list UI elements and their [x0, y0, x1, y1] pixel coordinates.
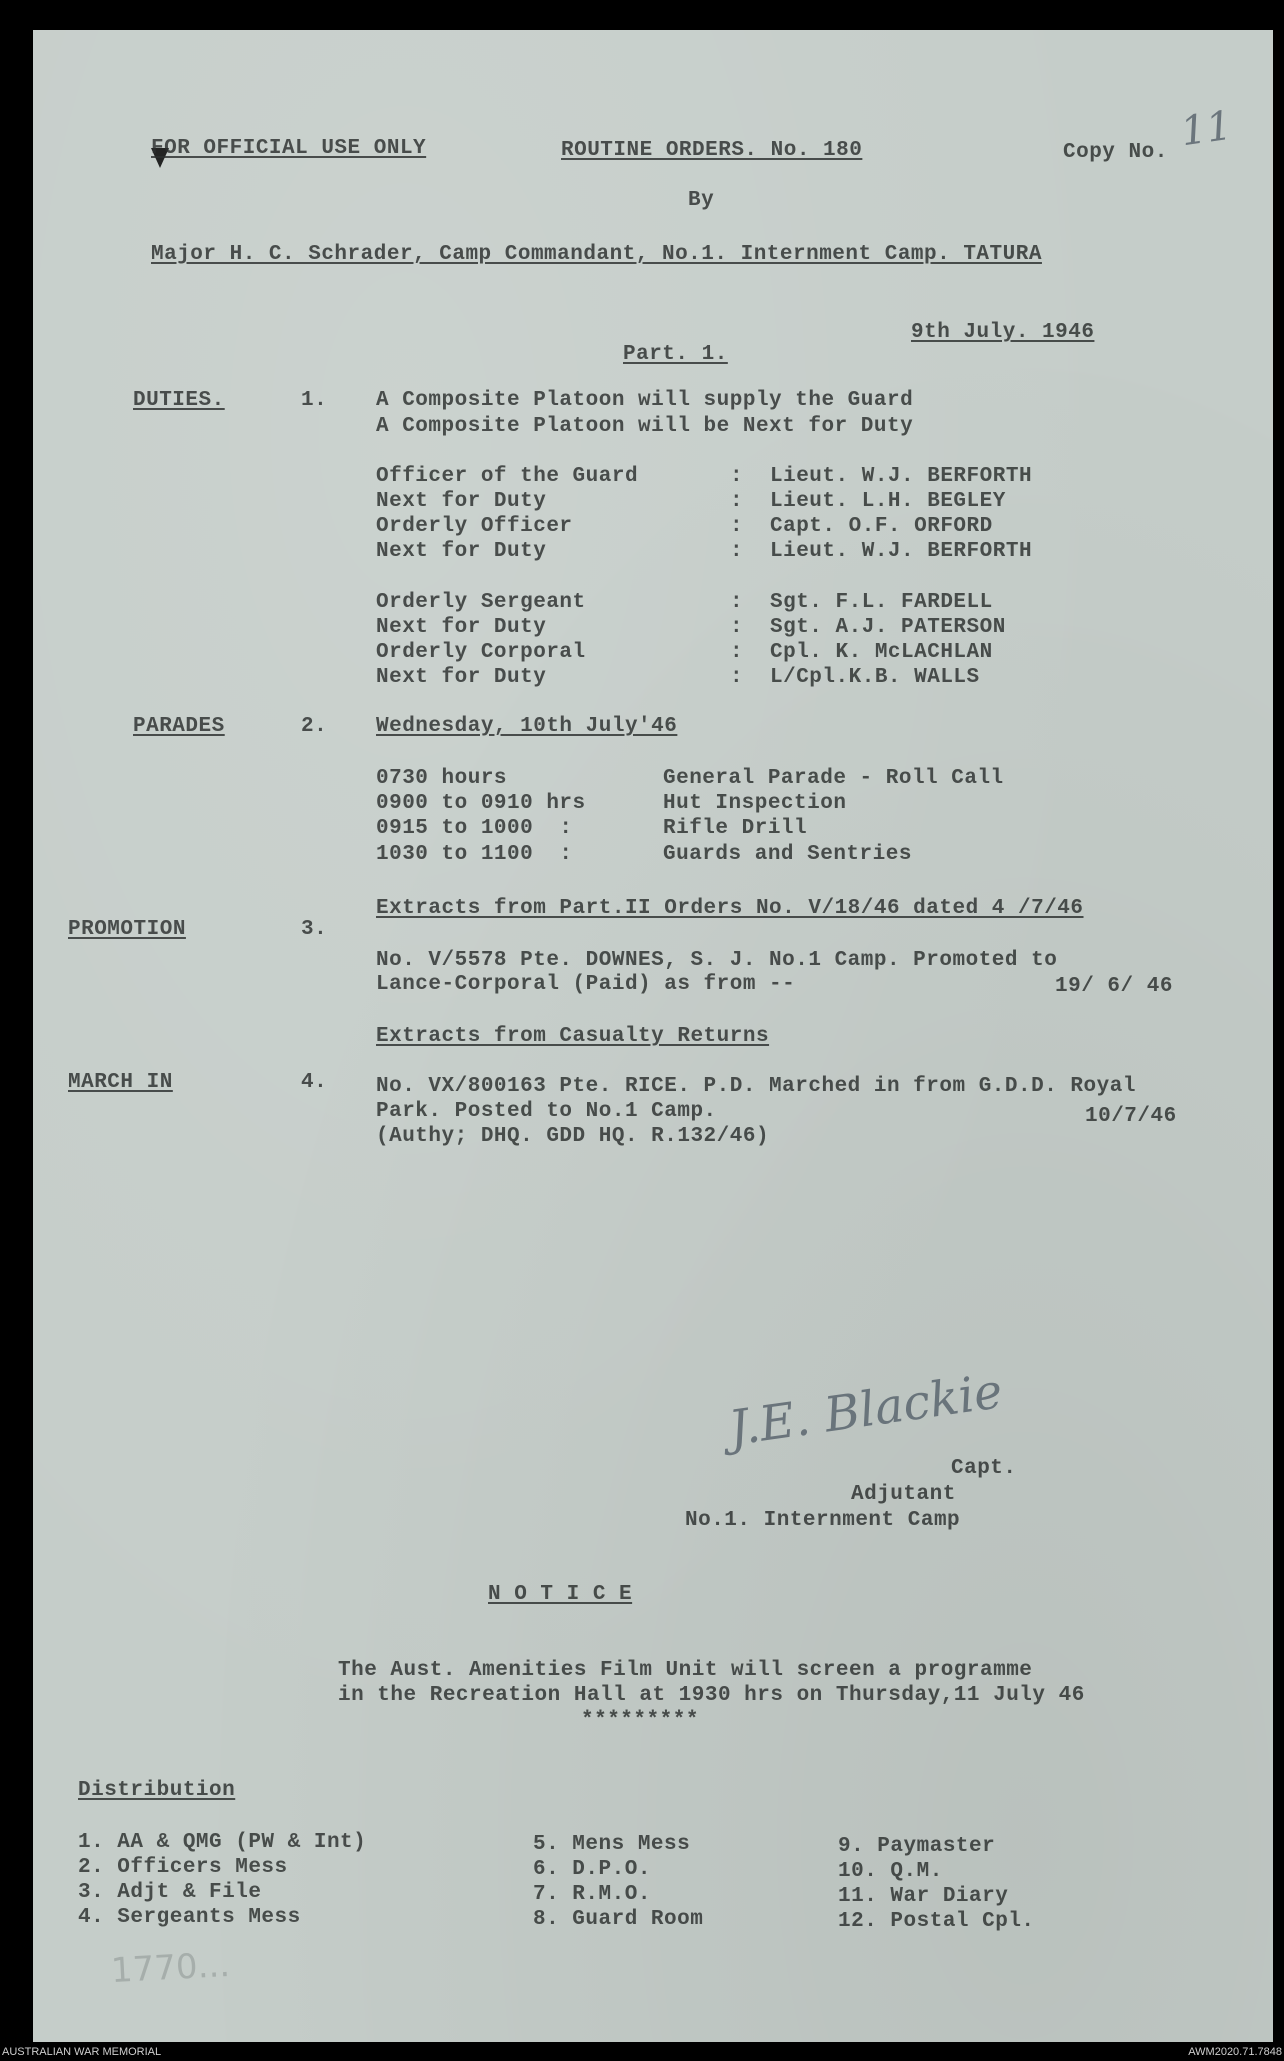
distribution-item: 5. Mens Mess: [533, 1833, 691, 1856]
roster-role: Next for Duty: [376, 540, 547, 563]
duties-line: A Composite Platoon will be Next for Duty: [376, 415, 914, 438]
schedule-time: 1030 to 1100 :: [376, 843, 573, 866]
document-title: ROUTINE ORDERS. No. 180: [561, 139, 863, 162]
roster-name: Sgt. F.L. FARDELL: [770, 591, 993, 614]
pencil-annotation: 1770...: [110, 1944, 231, 1992]
by-label: By: [688, 189, 715, 212]
notice-line: in the Recreation Hall at 1930 hrs on Thursday,11 July 46: [338, 1684, 1085, 1707]
distribution-item: 10. Q.M.: [838, 1860, 943, 1883]
duties-line: A Composite Platoon will supply the Guard: [376, 389, 914, 412]
classification-label: FOR OFFICIAL USE ONLY: [151, 137, 427, 160]
promotion-heading: PROMOTION: [68, 918, 186, 941]
distribution-item: 9. Paymaster: [838, 1835, 996, 1858]
document-date: 9th July. 1946: [911, 321, 1095, 344]
roster-role: Orderly Sergeant: [376, 591, 586, 614]
distribution-item: 11. War Diary: [838, 1885, 1009, 1908]
distribution-item: 6. D.P.O.: [533, 1858, 651, 1881]
footer-credit: AUSTRALIAN WAR MEMORIAL: [2, 2046, 162, 2058]
notice-heading: N O T I C E: [488, 1583, 633, 1606]
roster-role: Orderly Officer: [376, 515, 573, 538]
roster-name: L/Cpl.K.B. WALLS: [770, 666, 980, 689]
roster-separator: :: [730, 515, 744, 538]
roster-separator: :: [730, 641, 744, 664]
part-heading: Part. 1.: [623, 343, 728, 366]
roster-separator: :: [730, 540, 744, 563]
roster-name: Lieut. L.H. BEGLEY: [770, 490, 1006, 513]
distribution-item: 8. Guard Room: [533, 1908, 704, 1931]
issuer-line: Major H. C. Schrader, Camp Commandant, No.1. Internment Camp. TATURA: [151, 243, 1042, 266]
schedule-time: 0915 to 1000 :: [376, 817, 573, 840]
distribution-item: 7. R.M.O.: [533, 1883, 651, 1906]
notice-stars: *********: [581, 1709, 699, 1732]
parades-heading: PARADES: [133, 715, 225, 738]
adjutant-signature: J.E. Blackie: [725, 1363, 1006, 1457]
promotion-number: 3.: [301, 918, 328, 941]
signatory-rank: Capt.: [951, 1457, 1017, 1480]
roster-name: Sgt. A.J. PATERSON: [770, 616, 1006, 639]
duties-number: 1.: [301, 389, 328, 412]
march-in-line: Park. Posted to No.1 Camp.: [376, 1100, 717, 1123]
signatory-unit: No.1. Internment Camp: [685, 1509, 961, 1532]
promotion-extract-heading: Extracts from Part.II Orders No. V/18/46 dated 4 /7/46: [376, 897, 1084, 920]
signatory-role: Adjutant: [851, 1483, 956, 1506]
roster-separator: :: [730, 616, 744, 639]
roster-name: Cpl. K. McLACHLAN: [770, 641, 993, 664]
roster-name: Capt. O.F. ORFORD: [770, 515, 993, 538]
document-page: [33, 30, 1273, 2042]
promotion-date: 19/ 6/ 46: [1055, 975, 1173, 998]
roster-role: Next for Duty: [376, 490, 547, 513]
distribution-item: 12. Postal Cpl.: [838, 1910, 1035, 1933]
promotion-line: Lance-Corporal (Paid) as from --: [376, 973, 796, 996]
schedule-activity: Guards and Sentries: [663, 843, 912, 866]
footer-accession: AWM2020.71.7848: [1188, 2046, 1282, 2058]
schedule-time: 0900 to 0910 hrs: [376, 792, 586, 815]
distribution-item: 4. Sergeants Mess: [78, 1906, 301, 1929]
march-in-line: (Authy; DHQ. GDD HQ. R.132/46): [376, 1125, 770, 1148]
roster-role: Officer of the Guard: [376, 465, 639, 488]
roster-role: Orderly Corporal: [376, 641, 586, 664]
schedule-activity: Hut Inspection: [663, 792, 847, 815]
roster-separator: :: [730, 666, 744, 689]
march-in-line: No. VX/800163 Pte. RICE. P.D. Marched in from G.D.D. Royal: [376, 1075, 1136, 1098]
roster-role: Next for Duty: [376, 666, 547, 689]
roster-separator: :: [730, 591, 744, 614]
roster-separator: :: [730, 465, 744, 488]
schedule-activity: Rifle Drill: [663, 817, 808, 840]
notice-line: The Aust. Amenities Film Unit will screen a programme: [338, 1659, 1033, 1682]
distribution-item: 2. Officers Mess: [78, 1856, 288, 1879]
march-in-extract-heading: Extracts from Casualty Returns: [376, 1025, 770, 1048]
schedule-activity: General Parade - Roll Call: [663, 767, 1004, 790]
march-in-heading: MARCH IN: [68, 1071, 173, 1094]
promotion-line: No. V/5578 Pte. DOWNES, S. J. No.1 Camp. Promoted to: [376, 949, 1058, 972]
roster-role: Next for Duty: [376, 616, 547, 639]
distribution-item: 1. AA & QMG (PW & Int): [78, 1831, 367, 1854]
roster-separator: :: [730, 490, 744, 513]
march-in-number: 4.: [301, 1071, 328, 1094]
distribution-heading: Distribution: [78, 1779, 236, 1802]
roster-name: Lieut. W.J. BERFORTH: [770, 465, 1033, 488]
copy-label: Copy No.: [1063, 141, 1168, 164]
parades-number: 2.: [301, 715, 328, 738]
distribution-item: 3. Adjt & File: [78, 1881, 262, 1904]
duties-heading: DUTIES.: [133, 389, 225, 412]
march-in-date: 10/7/46: [1085, 1105, 1177, 1128]
schedule-time: 0730 hours: [376, 767, 508, 790]
roster-name: Lieut. W.J. BERFORTH: [770, 540, 1033, 563]
copy-number: 11: [1178, 102, 1235, 156]
parades-day: Wednesday, 10th July'46: [376, 715, 678, 738]
